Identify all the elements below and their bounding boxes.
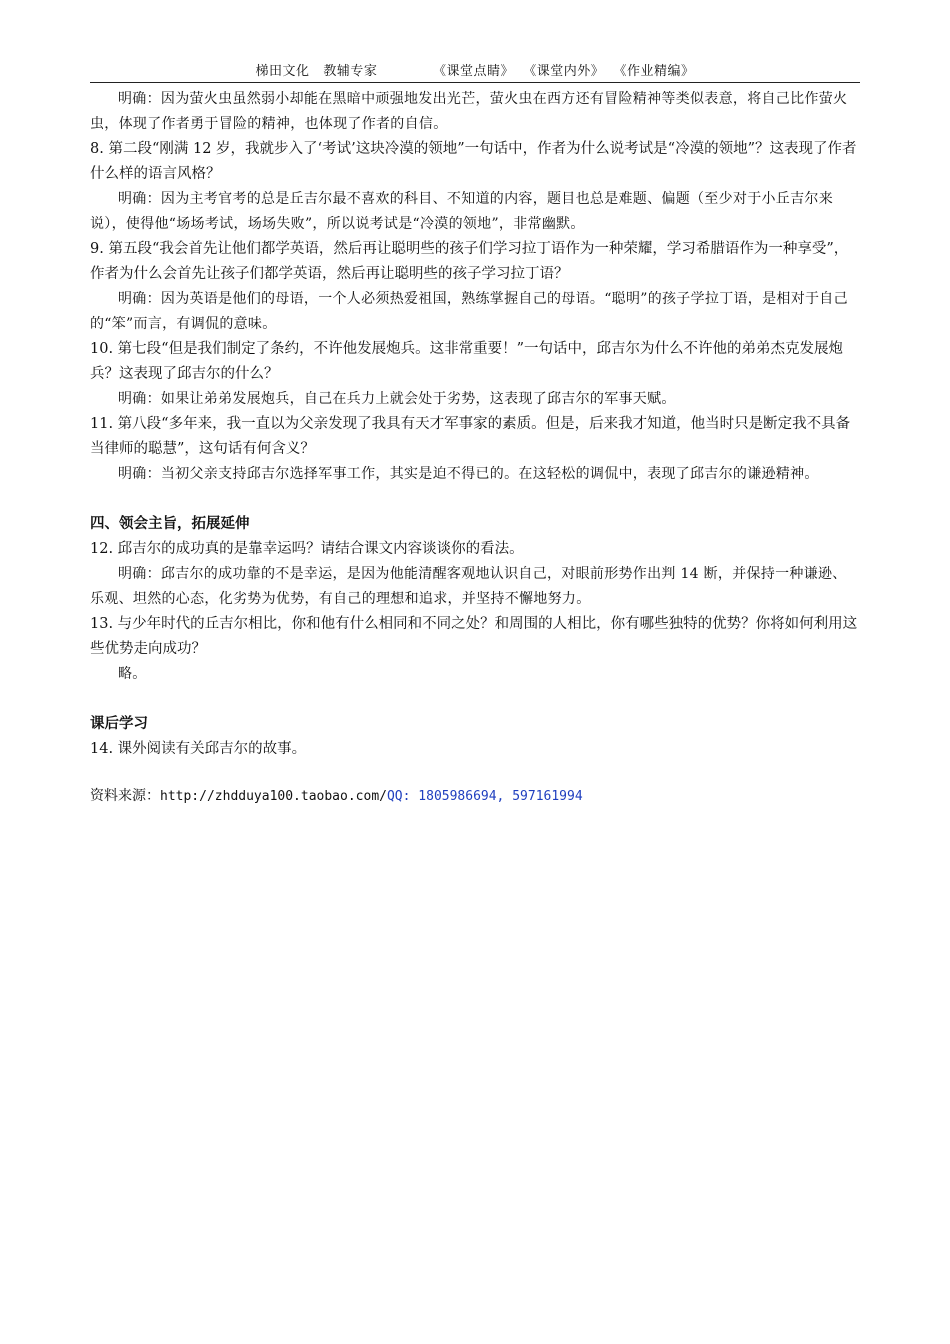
header-books: 《课堂点睛》 《课堂内外》 《作业精编》 [432,64,695,79]
header-brand: 梯田文化 教辅专家 [255,64,378,79]
question-14: 14. 课外阅读有关邱吉尔的故事。 [90,741,307,757]
answer-8: 明确：因为主考官考的总是丘吉尔最不喜欢的科目、不知道的内容，题目也总是难题、偏题（至少对于小丘吉尔来说），使得他“场场考试，场场失败”，所以说考试是“冷漠的领地”，非常幽默。 [90,191,833,232]
answer-10: 明确：如果让弟弟发展炮兵，自己在兵力上就会处于劣势，这表现了邱吉尔的军事天赋。 [118,391,676,407]
source-label: 资料来源： [90,788,160,804]
source-line [90,784,860,809]
answer-11: 明确：当初父亲支持邱吉尔选择军事工作，其实是迫不得已的。在这轻松的调侃中，表现了邱吉尔的谦逊精神。 [118,466,819,482]
question-9: 9. 第五段“我会首先让他们都学英语，然后再让聪明些的孩子们学习拉丁语作为一种荣耀，学习希腊语作为一种享受”，作者为什么会首先让孩子们都学英语，然后再让聪明些的孩子学习拉丁语？ [90,241,849,282]
answer-7: 明确：因为萤火虫虽然弱小却能在黑暗中顽强地发出光芒，萤火虫在西方还有冒险精神等类似表意，将自己比作萤火虫，体现了作者勇于冒险的精神，也体现了作者的自信。 [90,91,848,132]
question-12: 12. 邱吉尔的成功真的是靠幸运吗？请结合课文内容谈谈你的看法。 [90,541,524,557]
section-heading-4: 四、领会主旨，拓展延伸 [90,516,250,532]
document-body [90,87,860,809]
answer-9: 明确：因为英语是他们的母语，一个人必须热爱祖国，熟练掌握自己的母语。“聪明”的孩子学拉丁语，是相对于自己的“笨”而言，有调侃的意味。 [90,291,848,332]
answer-12: 明确：邱吉尔的成功靠的不是幸运，是因为他能清醒客观地认识自己，对眼前形势作出判 14 断，并保持一种谦逊、乐观、坦然的心态，化劣势为优势，有自己的理想和追求，并坚持不懈地努力。 [90,566,847,607]
section-heading-after-class: 课后学习 [90,716,148,732]
page-header [90,62,860,83]
answer-13: 略。 [118,666,147,682]
question-11: 11. 第八段“多年来，我一直以为父亲发现了我具有天才军事家的素质。但是，后来我才知道，他当时只是断定我不具备当律师的聪慧”，这句话有何含义？ [90,416,851,457]
question-13: 13. 与少年时代的丘吉尔相比，你和他有什么相同和不同之处？和周围的人相比，你有哪些独特的优势？你将如何利用这些优势走向成功？ [90,616,858,657]
source-qq: QQ: 1805986694, 597161994 [386,789,583,804]
source-url-link[interactable]: http://zhdduya100.taobao.com/ [160,789,387,804]
question-10: 10. 第七段“但是我们制定了条约，不许他发展炮兵。这非常重要！”一句话中，邱吉尔为什么不许他的弟弟杰克发展炮兵？这表现了邱吉尔的什么？ [90,341,843,382]
document-page [90,62,860,823]
question-8: 8. 第二段“刚满 12 岁，我就步入了‘考试’这块冷漠的领地”一句话中，作者为什么说考试是“冷漠的领地”？这表现了作者什么样的语言风格？ [90,141,857,182]
